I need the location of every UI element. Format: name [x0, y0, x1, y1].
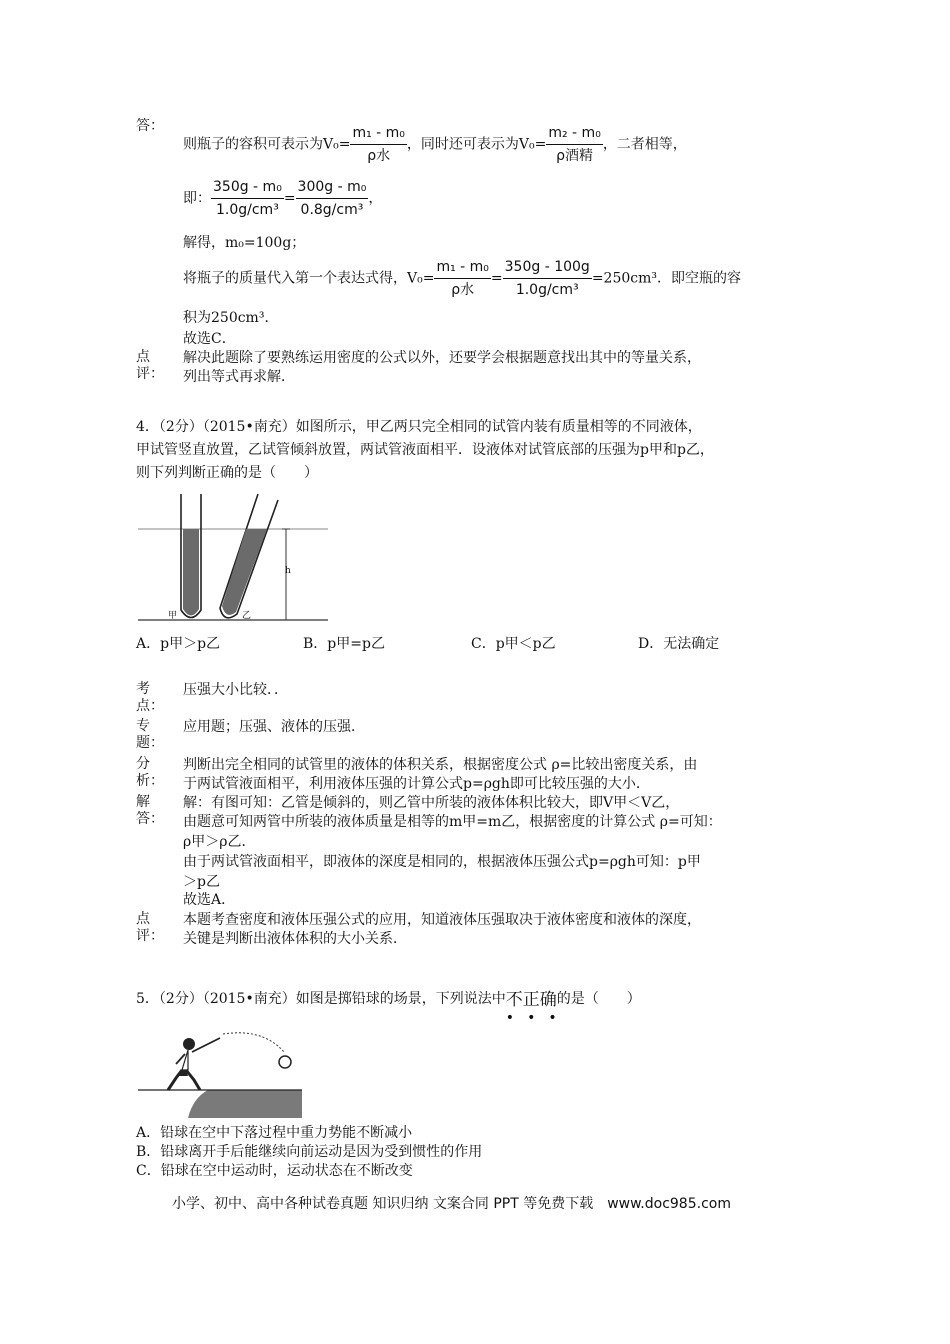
emphasis-not-correct: 不正确 • • • [505, 990, 557, 1026]
q4-stem-line3: 则下列判断正确的是（ ） [136, 465, 318, 481]
label-jia: 甲 [168, 611, 178, 621]
q5-option-a: A．铅球在空中下落过程中重力势能不断减小 [136, 1125, 413, 1141]
q5-option-b: B．铅球离开手后能继续向前运动是因为受到惯性的作用 [136, 1144, 483, 1160]
kaodian-label: 考点： [136, 681, 164, 714]
shot-put-illustration [138, 1030, 302, 1120]
q4-dianping-line1: 本题考查密度和液体压强公式的应用，知道液体压强取决于液体密度和液体的深度， [183, 912, 701, 928]
q3-substitute-line: 将瓶子的质量代入第一个表达式得，V₀= $\frac{\text{m₁ - m₀}}{\text{ρ水}}$ = $\frac{350g - 100g}{\text{1.0g/cm³}}$ =250cm³．即空瓶的容 [183, 259, 741, 298]
label-yi: 乙 [242, 611, 252, 621]
fraction-250: $\frac{350g - 100g}{\text{1.0g/cm³}}$ [504, 259, 590, 298]
q4-stem-line2: 甲试管竖直放置，乙试管倾斜放置，两试管液面相平．设液体对试管底部的压强为p甲和p乙， [136, 442, 714, 458]
fenxi-label: 分析： [136, 756, 164, 789]
q4-option-b: B．p甲=p乙 [303, 636, 385, 652]
answer-label: 答： [136, 118, 164, 134]
shot-put-figure [138, 1030, 302, 1120]
fraction-m2-alcohol: $\frac{\text{m₂ - m₀}}{\text{ρ酒精}}$ [548, 125, 601, 164]
q3-volume-result: 积为250cm³． [183, 310, 279, 326]
label-h: h [285, 566, 291, 576]
comment-label: 点评： [136, 349, 164, 382]
test-tube-figure [138, 490, 328, 626]
q4-fenxi-line2: 于两试管液面相平，利用液体压强的计算公式p=ρgh即可比较压强的大小． [183, 776, 650, 792]
q3-choice: 故选C． [183, 331, 236, 347]
q4-jieda-line4: 由于两试管液面相平，即液体的深度是相同的，根据液体压强公式p=ρgh可知：p甲 [183, 854, 701, 870]
q5-option-c: C．铅球在空中运动时，运动状态在不断改变 [136, 1163, 413, 1179]
zhuanti-label: 专题： [136, 718, 164, 751]
q3-comment-line1: 解决此题除了要熟练运用密度的公式以外，还要学会根据题意找出其中的等量关系， [183, 350, 701, 366]
q4-zhuanti: 应用题；压强、液体的压强． [183, 719, 365, 735]
fraction-v0: $\frac{\text{m₁ - m₀}}{\text{ρ水}}$ [436, 259, 489, 298]
q4-kaodian: 压强大小比较．． [183, 682, 288, 698]
q3-volume-expression: 则瓶子的容积可表示为V₀= $\frac{\text{m₁ - m₀}}{\text{ρ水}}$ ，同时还可表示为V₀= $\frac{\text{m₂ - m₀}}{\text{ρ酒精}}$ ，二者相等， [183, 125, 687, 164]
q4-option-c: C．p甲＜p乙 [471, 636, 556, 652]
q4-jieda-line6: 故选A． [183, 892, 236, 908]
dianping-label: 点评： [136, 911, 164, 944]
q4-jieda-line3: ρ甲＞ρ乙． [183, 834, 256, 850]
q5-stem: 5．（2分）（2015•南充）如图是掷铅球的场景，下列说法中不正确 • • • 的是（ ） [136, 990, 641, 1026]
q4-stem-line1: 4．（2分）（2015•南充）如图所示，甲乙两只完全相同的试管内装有质量相等的不同液体， [136, 419, 702, 435]
q3-equation: 即： $\frac{\text{350g - m₀}}{\text{1.0g/cm³}}$ = $\frac{\text{300g - m₀}}{\text{0.8g/cm³}}$ ， [183, 179, 383, 218]
jieda-label: 解答： [136, 794, 164, 827]
q4-option-a: A．p甲＞p乙 [136, 636, 221, 652]
q3-comment-line2: 列出等式再求解． [183, 369, 295, 385]
q4-jieda-line2: 由题意可知两管中所装的液体质量是相等的m甲=m乙，根据密度的计算公式 ρ=可知： [183, 814, 722, 830]
page-footer: 小学、初中、高中各种试卷真题 知识归纳 文案合同 PPT 等免费下载 www.doc985.com [172, 1196, 731, 1212]
q4-option-d: D．无法确定 [638, 636, 720, 652]
q4-jieda-line1: 解：有图可知：乙管是倾斜的，则乙管中所装的液体体积比较大，即V甲＜V乙， [183, 795, 680, 811]
test-tube-diagram [138, 490, 328, 626]
q4-dianping-line2: 关键是判断出液体体积的大小关系． [183, 931, 407, 947]
fraction-m1-water: $\frac{\text{m₁ - m₀}}{\text{ρ水}}$ [352, 125, 405, 164]
q4-fenxi-line1: 判断出完全相同的试管里的液体的体积关系，根据密度公式 ρ=比较出密度关系，由 [183, 757, 698, 773]
q3-solve-line: 解得，m₀=100g； [183, 235, 306, 251]
q4-jieda-line5: ＞p乙 [183, 874, 220, 890]
fraction-300: $\frac{\text{300g - m₀}}{\text{0.8g/cm³}}$ [297, 179, 367, 218]
fraction-350: $\frac{\text{350g - m₀}}{\text{1.0g/cm³}}$ [213, 179, 282, 218]
